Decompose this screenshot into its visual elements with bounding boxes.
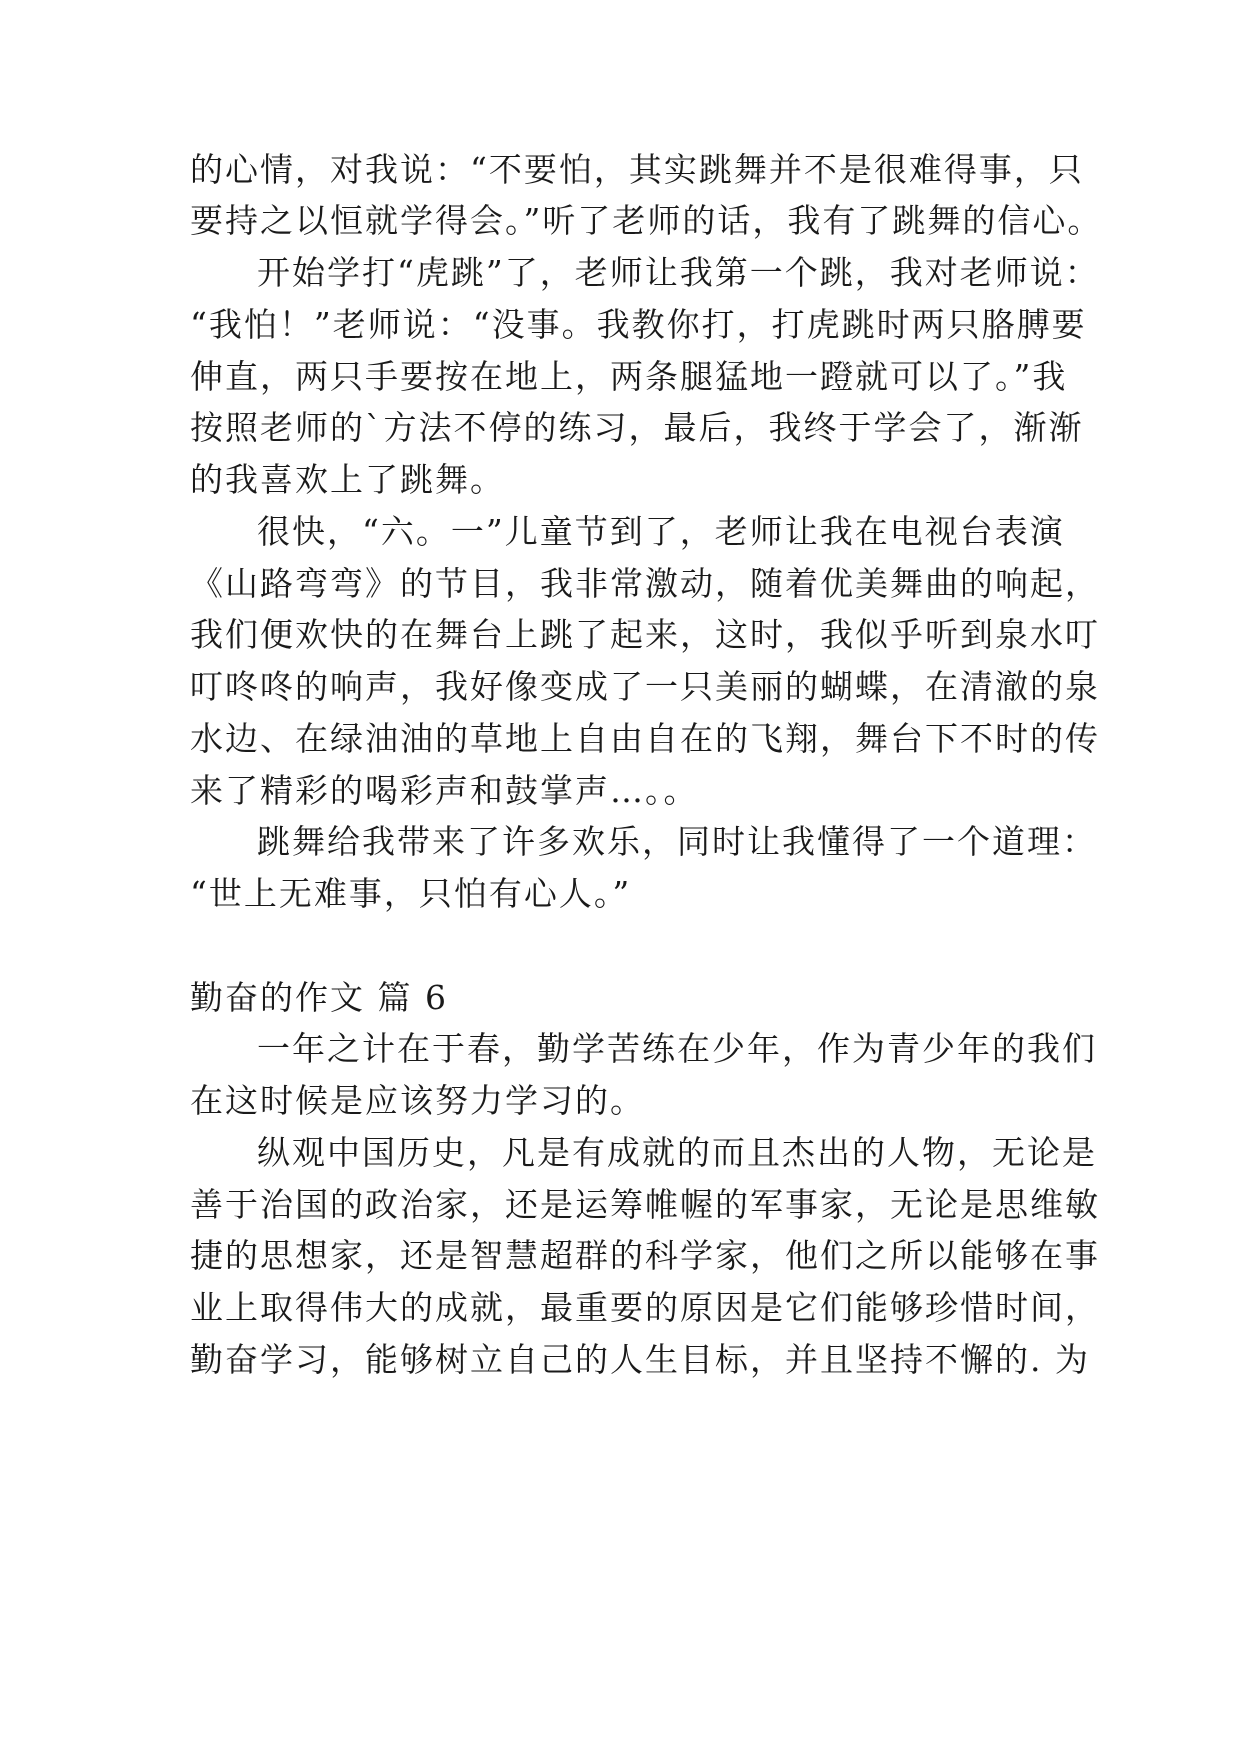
body-text-line: 要持之以恒就学得会。”听了老师的话，我有了跳舞的信心。	[190, 201, 1103, 240]
paragraph-first-line: 纵观中国历史，凡是有成就的而且杰出的人物，无论是	[257, 1133, 1097, 1172]
body-text-line: “世上无难事，只怕有心人。”	[190, 874, 632, 913]
body-text-line: 叮咚咚的响声，我好像变成了一只美丽的蝴蝶，在清澈的泉	[190, 667, 1100, 706]
body-text-line: 捷的思想家，还是智慧超群的科学家，他们之所以能够在事	[190, 1236, 1100, 1275]
body-text-line: “我怕！”老师说：“没事。我教你打，打虎跳时两只胳膊要	[190, 305, 1087, 344]
body-text-line: 水边、在绿油油的草地上自由自在的飞翔，舞台下不时的传	[190, 719, 1100, 758]
paragraph-first-line: 一年之计在于春，勤学苦练在少年，作为青少年的我们	[257, 1029, 1097, 1068]
body-text-line: 在这时候是应该努力学习的。	[190, 1081, 645, 1120]
body-text-line: 的心情，对我说：“不要怕，其实跳舞并不是很难得事，只	[190, 150, 1084, 189]
body-text-line: 《山路弯弯》的节目，我非常激动，随着优美舞曲的响起，	[190, 564, 1100, 603]
body-text-line: 伸直，两只手要按在地上，两条腿猛地一蹬就可以了。”我	[190, 357, 1068, 396]
paragraph-first-line: 跳舞给我带来了许多欢乐，同时让我懂得了一个道理：	[257, 822, 1097, 861]
body-text-line: 来了精彩的喝彩声和鼓掌声…。。	[190, 771, 699, 810]
body-text-line: 的我喜欢上了跳舞。	[190, 460, 505, 499]
paragraph-first-line: 很快，“六。一”儿童节到了，老师让我在电视台表演	[257, 512, 1065, 551]
body-text-line: 按照老师的`方法不停的练习，最后，我终于学会了，渐渐	[190, 408, 1084, 447]
body-text-line: 业上取得伟大的成就，最重要的原因是它们能够珍惜时间，	[190, 1288, 1100, 1327]
body-text-line: 善于治国的政治家，还是运筹帷幄的军事家，无论是思维敏	[190, 1185, 1100, 1224]
paragraph-first-line: 开始学打“虎跳”了，老师让我第一个跳，我对老师说：	[257, 253, 1100, 292]
body-text-line: 勤奋学习，能够树立自己的人生目标，并且坚持不懈的. 为	[190, 1340, 1090, 1379]
section-heading: 勤奋的作文 篇 6	[190, 978, 448, 1017]
body-text-line: 我们便欢快的在舞台上跳了起来，这时，我似乎听到泉水叮	[190, 615, 1100, 654]
